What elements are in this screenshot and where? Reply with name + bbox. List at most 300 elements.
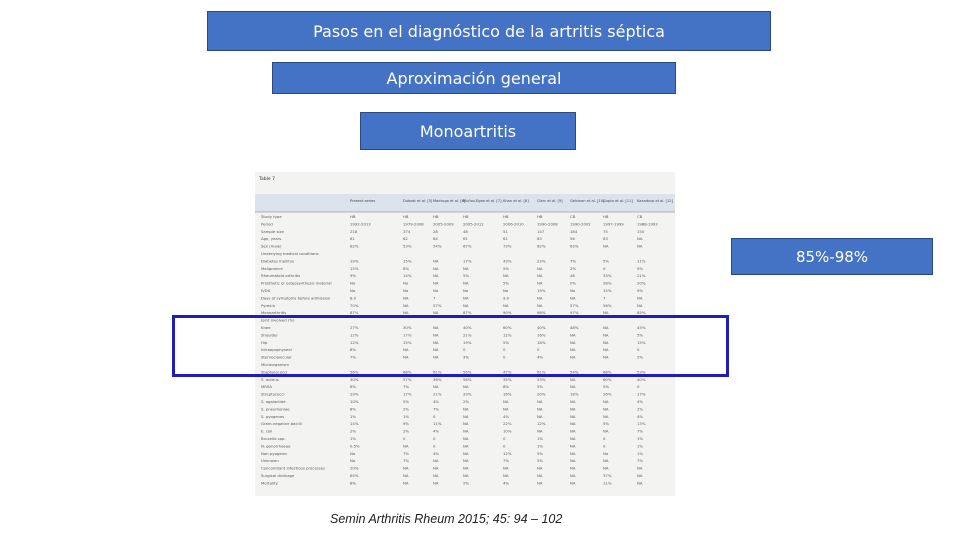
table-row-label: Underlying medical conditions	[261, 251, 319, 256]
approach-box	[272, 62, 676, 94]
table-cell: 2%	[463, 480, 470, 486]
citation: Semin Arthritis Rheum 2015; 45: 94 – 102	[330, 512, 563, 526]
table-header-band	[255, 194, 675, 212]
table-cell: 14%	[403, 273, 412, 279]
table-cell: NA	[503, 273, 509, 279]
monoarthritis-box	[360, 112, 576, 150]
table-cell: CB	[637, 214, 643, 219]
table-cell: No	[403, 288, 409, 293]
table-cell: 56%	[463, 376, 472, 382]
table-cell: 17%	[403, 391, 412, 397]
table-cell: No	[350, 280, 356, 286]
table-cell: 0	[463, 347, 466, 353]
table-cell: 61%	[433, 369, 442, 375]
table-cell: NA	[463, 465, 469, 471]
table-cell: 12%	[350, 339, 359, 345]
table-cell: NA	[433, 384, 439, 390]
table-cell: NA	[463, 413, 469, 419]
table-cell: NA	[570, 347, 576, 353]
table-caption: Table 7	[259, 177, 275, 182]
table-cell: NA	[637, 295, 643, 301]
table-column-header: Clerc et al. [9]	[537, 199, 563, 203]
table-cell: NA	[603, 354, 609, 360]
table-cell: 73%	[503, 243, 512, 249]
table-cell: 1%	[637, 443, 644, 449]
table-row-label: Staphylococci	[261, 369, 288, 375]
table-cell: 8%	[350, 480, 357, 486]
table-row-label: Pyrexia	[261, 302, 275, 308]
table-cell: NA	[433, 280, 439, 286]
table-cell: 4%	[433, 399, 440, 404]
table-cell: 4%	[537, 354, 544, 360]
table-row-label: S. pneumoniae	[261, 406, 290, 412]
table-cell: 7%	[350, 354, 357, 360]
table-cell: 4%	[433, 450, 440, 456]
table-cell: NA	[570, 384, 576, 390]
table-cell: 218	[350, 228, 358, 234]
table-cell: NA	[433, 458, 439, 464]
table-cell: HB	[350, 214, 356, 219]
table-cell: 1997-1999	[603, 221, 624, 227]
table-cell: 5%	[603, 384, 610, 390]
table-cell: 48%	[570, 325, 579, 330]
table-cell: 61	[503, 236, 508, 242]
table-cell: 43%	[503, 258, 512, 264]
table-cell: NA	[433, 273, 439, 279]
table-cell: 1%	[537, 443, 544, 449]
table-cell: 6%	[350, 384, 357, 390]
table-cell: NA	[537, 480, 543, 486]
table-cell: 8%	[350, 347, 357, 353]
table-row-label: Intraapophyseal	[261, 347, 292, 353]
table-cell: NA	[403, 473, 409, 478]
title-box	[207, 11, 771, 51]
table-cell: 5%	[463, 273, 470, 279]
table-row-label: Brucella spp.	[261, 436, 286, 441]
table-cell: 61	[463, 236, 468, 242]
table-cell: 33%	[463, 391, 472, 397]
table-cell: NA	[463, 473, 469, 478]
table-cell: NA	[433, 332, 439, 338]
table-cell: NA	[570, 443, 576, 449]
table-cell: NA	[570, 450, 576, 456]
table-cell: NA	[603, 465, 609, 471]
table-cell: 16%	[503, 391, 512, 397]
table-cell: 15%	[350, 265, 359, 271]
table-cell: 16%	[537, 332, 546, 338]
table-cell: NA	[637, 480, 643, 486]
table-cell: 5%	[537, 458, 544, 464]
table-cell: NA	[637, 473, 643, 478]
table-cell: 70%	[350, 302, 359, 308]
table-row-label: N. gonorrhoeae	[261, 443, 291, 449]
table-cell: 53%	[537, 376, 546, 382]
table-cell: 7%	[503, 458, 510, 464]
table-cell: 60%	[603, 376, 612, 382]
table-cell: 5%	[503, 265, 510, 271]
table-row-label: Prosthetic or osteosynthesis material	[261, 280, 332, 286]
table-cell: NA	[537, 273, 543, 279]
table-cell: HB	[537, 214, 543, 219]
table-cell: 5%	[537, 384, 544, 390]
table-cell: CB	[570, 214, 576, 219]
table-cell: 1%	[403, 413, 410, 419]
table-row-label: Surgical drainage	[261, 473, 295, 478]
table-cell: NA	[463, 295, 469, 301]
table-cell: 27%	[350, 325, 359, 330]
table-cell: NA	[537, 302, 543, 308]
table-cell: 2%	[403, 428, 410, 434]
table-cell: NA	[403, 302, 409, 308]
table-cell: NA	[537, 413, 543, 419]
table-cell: 4%	[637, 399, 644, 404]
table-cell: 1992-2013	[350, 221, 371, 227]
table-cell: 5%	[503, 339, 510, 345]
table-cell: 0	[433, 413, 436, 419]
table-cell: 18%	[570, 391, 579, 397]
table-cell: 7%	[637, 458, 644, 464]
table-cell: 19%	[463, 339, 472, 345]
table-cell: NA	[403, 295, 409, 301]
monoarthritis-label: Monoartritis	[419, 121, 517, 141]
table-cell: NA	[403, 354, 409, 360]
table-cell: No	[403, 280, 409, 286]
table-cell: NA	[433, 465, 439, 471]
table-cell: 28%	[603, 280, 612, 286]
table-cell: NA	[403, 465, 409, 471]
table-cell: 5%	[637, 265, 644, 271]
table-cell: 2%	[637, 406, 644, 412]
table-row-label: Streptococci	[261, 391, 285, 397]
table-cell: 15%	[403, 258, 412, 264]
table-row-label: Diabetes mellitus	[261, 258, 295, 264]
table-cell: No	[603, 450, 609, 456]
table-row-label: Non-pyogenic	[261, 450, 288, 456]
table-cell: NA	[637, 243, 643, 249]
table-cell: 30%	[403, 325, 412, 330]
table-cell: 147	[537, 228, 545, 234]
table-cell: 20%	[537, 391, 546, 397]
table-cell: 5%	[403, 399, 410, 404]
table-cell: NA	[603, 325, 609, 330]
table-cell: 150	[637, 228, 645, 234]
table-row-label: Monoarthritis	[261, 310, 287, 316]
table-cell: NA	[570, 406, 576, 412]
table-cell: 17%	[463, 258, 472, 264]
table-cell: NA	[603, 310, 609, 316]
table-cell: NA	[433, 265, 439, 271]
table-cell: 11%	[603, 480, 612, 486]
table-cell: NA	[603, 458, 609, 464]
table-cell: 1990-2008	[537, 221, 558, 227]
table-cell: 62%	[537, 243, 546, 249]
table-cell: 48	[463, 228, 468, 234]
table-cell: NA	[570, 339, 576, 345]
table-cell: 10%	[350, 399, 359, 404]
table-cell: 2%	[350, 428, 357, 434]
table-cell: NA	[537, 406, 543, 412]
table-cell: 40%	[350, 376, 359, 382]
table-cell: NA	[463, 450, 469, 456]
table-cell: 4%	[433, 428, 440, 434]
table-cell: 11%	[637, 258, 646, 264]
table-cell: 51	[503, 228, 508, 234]
table-cell: NA	[463, 458, 469, 464]
table-cell: NA	[463, 280, 469, 286]
table-cell: 61%	[537, 369, 546, 375]
table-cell: 5%	[537, 450, 544, 456]
table-cell: 1979-2008	[403, 221, 424, 227]
table-cell: 60%	[503, 325, 512, 330]
table-cell: 7%	[637, 428, 644, 434]
table-cell: 2%	[570, 265, 577, 271]
approach-label: Aproximación general	[386, 68, 562, 88]
table-cell: NA	[503, 302, 509, 308]
table-cell: 374	[403, 228, 411, 234]
table-cell: 75	[603, 228, 608, 234]
table-cell: 0	[433, 436, 436, 441]
table-cell: 0	[503, 354, 506, 360]
table-cell: NA	[570, 473, 576, 478]
table-cell: 1988-1993	[637, 221, 658, 227]
table-row-label: S. pyogenes	[261, 413, 285, 419]
percentage-box	[731, 238, 933, 275]
table-cell: NA	[537, 465, 543, 471]
table-cell: NA	[603, 243, 609, 249]
table-cell: 8.0	[350, 295, 357, 301]
table-cell: 13%	[637, 421, 646, 427]
table-cell: 5%	[503, 280, 510, 286]
table-column-header: Khan et al. [8]	[503, 199, 529, 203]
table-cell: 87%	[350, 310, 359, 316]
table-cell: NA	[570, 376, 576, 382]
table-cell: 85%	[637, 310, 646, 316]
table-cell: 7%	[403, 458, 410, 464]
table-cell: 67%	[463, 243, 472, 249]
table-cell: 2006-2010	[503, 221, 524, 227]
table-cell: 21%	[637, 273, 646, 279]
table-row-label: S. aureus	[261, 376, 279, 382]
table-cell: NA	[433, 347, 439, 353]
table-cell: 7	[603, 295, 606, 301]
table-cell: 12%	[537, 421, 546, 427]
table-cell: 12%	[350, 332, 359, 338]
table-cell: 56%	[463, 369, 472, 375]
table-cell: 19%	[350, 258, 359, 264]
table-cell: 5%	[603, 421, 610, 427]
table-cell: NA	[503, 406, 509, 412]
table-row-label: Microorganism	[261, 362, 289, 367]
slide-title: Pasos en el diagnóstico de la artritis séptica	[313, 21, 665, 41]
table-cell: 0%	[570, 280, 577, 286]
table-cell: 5%	[637, 332, 644, 338]
table-cell: 9%	[637, 288, 644, 293]
table-row-label: E. coli	[261, 428, 273, 434]
table-cell: NA	[570, 480, 576, 486]
table-cell: 15%	[403, 339, 412, 345]
table-row-label: Malignance	[261, 265, 283, 271]
table-cell: NA	[570, 295, 576, 301]
table-cell: 2005-2012	[463, 221, 484, 227]
table-cell: No	[463, 288, 469, 293]
table-cell: 35%	[503, 376, 512, 382]
table-cell: NA	[570, 354, 576, 360]
table-cell: 57%	[403, 376, 412, 382]
table-cell: 87%	[463, 310, 472, 316]
table-cell: NA	[603, 339, 609, 345]
table-cell: 2%	[463, 399, 470, 404]
table-cell: NA	[537, 295, 543, 301]
table-row-label: Sex (male)	[261, 243, 282, 249]
table-cell: 21%	[463, 332, 472, 338]
table-cell: 0	[433, 443, 436, 449]
table-cell: 2%	[637, 354, 644, 360]
table-cell: NA	[537, 280, 543, 286]
table-cell: 62%	[350, 243, 359, 249]
table-cell: NA	[603, 413, 609, 419]
table-cell: NA	[433, 325, 439, 330]
table-column-header: Gelsinon et al. [10]	[570, 199, 605, 203]
table-cell: NA	[637, 236, 643, 242]
percentage-label: 85%-98%	[795, 247, 869, 266]
table-cell: 57%	[433, 302, 442, 308]
highlight-rectangle	[172, 315, 729, 377]
table-cell: 56%	[350, 369, 359, 375]
table-cell: NA	[603, 406, 609, 412]
table-cell: NA	[537, 428, 543, 434]
table-cell: HB	[503, 214, 509, 219]
table-cell: 54%	[570, 369, 579, 375]
table-cell: 64	[433, 236, 438, 242]
table-cell: 15%	[603, 288, 612, 293]
table-cell: HB	[403, 214, 409, 219]
table-cell: 0	[603, 436, 606, 441]
table-cell: NA	[570, 428, 576, 434]
table-cell: 2005-2009	[433, 221, 454, 227]
table-row-label: MRSA	[261, 384, 272, 390]
table-cell: 53%	[403, 243, 412, 249]
table-cell: 3%	[463, 354, 470, 360]
table-cell: 4%	[637, 413, 644, 419]
table-cell: NA	[403, 443, 409, 449]
table-cell: NA	[463, 384, 469, 390]
table-cell: NA	[463, 421, 469, 427]
table-cell: NA	[603, 428, 609, 434]
table-cell: 40%	[637, 376, 646, 382]
table-row-label: Shoulder	[261, 332, 278, 338]
table-cell: NA	[537, 473, 543, 478]
table-cell: 8%	[403, 265, 410, 271]
table-cell: 37%	[603, 473, 612, 478]
table-cell: 29%	[350, 391, 359, 397]
table-row-label: Rheumatoid arthritis	[261, 273, 301, 279]
table-cell: NA	[570, 436, 576, 441]
table-cell: 40%	[537, 325, 546, 330]
table-column-header: Madruga et al. [6]	[433, 199, 466, 203]
table-cell: NA	[603, 332, 609, 338]
table-cell: NA	[570, 413, 576, 419]
table-column-header: Dubost et al. [5]	[403, 199, 433, 203]
table-cell: 36%	[433, 376, 442, 382]
table-cell: 57%	[570, 302, 579, 308]
table-cell: 62	[403, 236, 408, 242]
table-row-label: IVDU	[261, 288, 271, 293]
table-cell: NA	[503, 465, 509, 471]
table-cell: 0	[637, 384, 640, 390]
table-cell: 10%	[503, 428, 512, 434]
table-cell: 1%	[537, 436, 544, 441]
table-cell: NA	[570, 458, 576, 464]
table-cell: No	[570, 288, 576, 293]
table-cell: No	[503, 288, 509, 293]
table-row-label: Hip	[261, 339, 268, 345]
table-row-label: Concomitant infectious processes	[261, 465, 326, 471]
table-cell: 1%	[637, 450, 644, 456]
table-cell: 1%	[637, 436, 644, 441]
table-cell: 184	[570, 228, 578, 234]
table-column-header: Kaandorp et al. [12]	[637, 199, 673, 203]
table-cell: 0.5%	[350, 443, 360, 449]
table-cell: 22%	[503, 421, 512, 427]
table-row-label: Sternoclavicular	[261, 354, 292, 360]
table-cell: 20%	[350, 465, 359, 471]
table-cell: 97%	[570, 310, 579, 316]
table-cell: 0	[537, 347, 540, 353]
table-cell: 98%	[537, 310, 546, 316]
table-cell: NA	[503, 399, 509, 404]
table-cell: No	[350, 450, 356, 456]
table-column-header: Present series	[350, 199, 376, 203]
table-cell: 45%	[637, 325, 646, 330]
table-cell: 19%	[537, 288, 546, 293]
table-cell: 0	[637, 347, 640, 353]
table-cell: NA	[570, 421, 576, 427]
table-cell: NA	[463, 265, 469, 271]
table-cell: 47%	[503, 369, 512, 375]
table-cell: 9.0	[503, 295, 510, 301]
table-cell: NA	[403, 480, 409, 486]
table-cell: NA	[433, 354, 439, 360]
table-cell: NA	[433, 480, 439, 486]
table-cell: 61	[350, 236, 355, 242]
table-cell: 0	[603, 265, 606, 271]
table-cell: NA	[637, 465, 643, 471]
table-cell: 23%	[537, 258, 546, 264]
table-cell: 15%	[637, 339, 646, 345]
table-cell: 7%	[570, 258, 577, 264]
table-cell: 1%	[350, 413, 357, 419]
table-row-label: Gram-negative bacilli	[261, 421, 302, 427]
table-cell: NA	[433, 339, 439, 345]
table-cell: 65%	[350, 473, 359, 478]
table-cell: 68%	[403, 369, 412, 375]
table-cell: 18%	[537, 339, 546, 345]
table-cell: NA	[433, 258, 439, 264]
table-cell: 90%	[503, 310, 512, 316]
table-cell: 48	[570, 273, 575, 279]
table-cell: NA	[403, 347, 409, 353]
table-cell: 56%	[603, 302, 612, 308]
table-cell: 4%	[503, 413, 510, 419]
table-cell: 0	[503, 443, 506, 449]
table-row-label: Unknown	[261, 458, 279, 464]
table-row-label: Study type	[261, 214, 282, 219]
table-cell: 54%	[433, 243, 442, 249]
table-row-label: Mortality	[261, 480, 278, 486]
table-cell: NA	[570, 399, 576, 404]
table-cell: 0	[503, 347, 506, 353]
table-cell: 56	[570, 236, 575, 242]
